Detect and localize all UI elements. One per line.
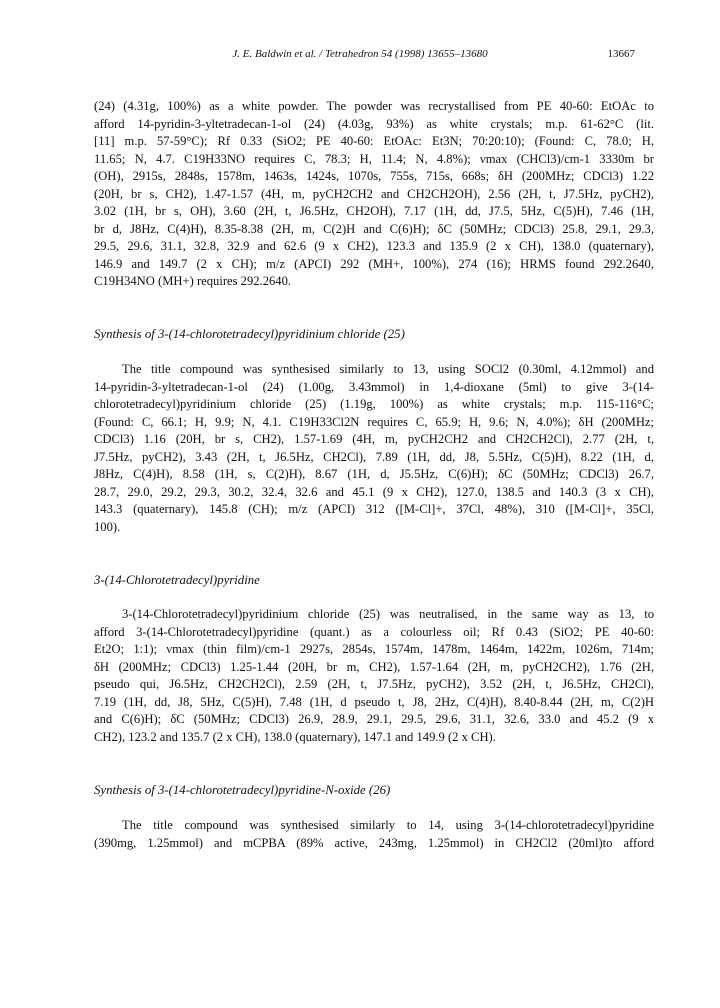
- text-line: Et2O; 1:1); νmax (thin film)/cm-1 2927s, 2854s, 1574m, 1478m, 1464m, 1422m, 1026m, 714m;: [94, 642, 654, 656]
- section-heading-free-base: 3-(14-Chlorotetradecyl)pyridine: [94, 573, 260, 587]
- text-line: CH2), 123.2 and 135.7 (2 x CH), 138.0 (quaternary), 147.1 and 149.9 (2 x CH).: [94, 729, 496, 744]
- text-line: δH (200MHz; CDCl3) 1.25-1.44 (20H, br m, CH2), 1.57-1.64 (2H, m, pyCH2CH2), 1.76 (2H,: [94, 659, 654, 674]
- text-line: 7.19 (1H, dd, J8, 5Hz, C(5)H), 7.48 (1H, d pseudo t, J8, 2Hz, C(4)H), 8.40-8.44 (2H, m, C(2)H: [94, 694, 654, 709]
- text-line: afford 3-(14-Chlorotetradecyl)pyridine (quant.) as a colourless oil; Rf 0.43 (SiO2; PE 40-60:: [94, 624, 654, 639]
- text-line: The title compound was synthesised similarly to 13, using SOCl2 (0.30ml, 4.12mmol) and: [122, 362, 654, 376]
- text-line: (20H, br s, CH2), 1.47-1.57 (4H, m, pyCH2CH2 and CH2CH2OH), 2.56 (2H, t, J7.5Hz, pyCH2),: [94, 186, 654, 201]
- page-number: 13667: [607, 48, 635, 60]
- text-line: (24) (4.31g, 100%) as a white powder. The powder was recrystallised from PE 40-60: EtOAc to: [94, 99, 654, 113]
- text-line: J7.5Hz, pyCH2), 3.43 (2H, t, J6.5Hz, CH2Cl), 7.89 (1H, dd, J8, 5.5Hz, C(5)H), 8.22 (1H, d,: [94, 449, 654, 464]
- text-line: 11.65; N, 4.7. C19H33NO requires C, 78.3; H, 11.4; N, 4.8%); νmax (CHCl3)/cm-1 3330m br: [94, 151, 654, 166]
- text-line: and C(6)H); δC (50MHz; CDCl3) 26.9, 28.9, 29.1, 29.5, 29.6, 31.1, 32.6, 33.0 and 45.2 (9 x: [94, 712, 654, 726]
- text-line: br d, J8Hz, C(4)H), 8.35-8.38 (2H, m, C(2)H and C(6)H); δC (50MHz; CDCl3) 25.8, 29.1, 29.3,: [94, 221, 654, 236]
- text-line: 3.02 (1H, br s, OH), 3.60 (2H, t, J6.5Hz, CH2OH), 7.17 (1H, dd, J7.5, 5Hz, C(5)H), 7.46 (1H,: [94, 204, 654, 218]
- text-line: afford 14-pyridin-3-yltetradecan-1-ol (24) (4.03g, 93%) as white crystals; m.p. 61-62°C (lit.: [94, 116, 654, 131]
- text-line: 29.5, 29.6, 31.1, 32.8, 32.9 and 62.6 (9 x CH2), 123.3 and 135.9 (2 x CH), 138.0 (quaternary),: [94, 239, 654, 253]
- text-line: pseudo qui, J6.5Hz, CH2CH2Cl), 2.59 (2H, t, J7.5Hz, pyCH2), 3.52 (2H, t, J6.5Hz, CH2Cl),: [94, 677, 654, 691]
- text-line: 143.3 (quaternary), 145.8 (CH); m/z (APCI) 312 ([M-Cl]+, 37Cl, 48%), 310 ([M-Cl]+, 35Cl,: [94, 502, 654, 516]
- text-line: [11] m.p. 57-59°C); Rf 0.33 (SiO2; PE 40-60: EtOAc: Et3N; 70:20:10); (Found: C, 78.0; H,: [94, 134, 654, 148]
- paragraph-compound-24: [94, 98, 654, 291]
- text-line: C19H34NO (MH+) requires 292.2640.: [94, 274, 292, 288]
- text-line: CDCl3) 1.16 (20H, br s, CH2), 1.57-1.69 (4H, m, pyCH2CH2 and CH2CH2Cl), 2.77 (2H, t,: [94, 432, 654, 446]
- paragraph-compound-25: [94, 361, 654, 536]
- section-heading-26: Synthesis of 3-(14-chlorotetradecyl)pyridine-N-oxide (26): [94, 783, 391, 797]
- text-line: (390mg, 1.25mmol) and mCPBA (89% active, 243mg, 1.25mmol) in CH2Cl2 (20ml)to afford: [94, 835, 654, 850]
- text-line: (OH), 2915s, 2848s, 1578m, 1463s, 1424s, 1070s, 755s, 715s, 668s; δH (200MHz; CDCl3) 1.22: [94, 169, 654, 183]
- section-heading-25: Synthesis of 3-(14-chlorotetradecyl)pyridinium chloride (25): [94, 327, 405, 341]
- paragraph-compound-26: [94, 817, 654, 852]
- running-header: J. E. Baldwin et al. / Tetrahedron 54 (1998) 13655–13680: [232, 48, 488, 60]
- text-line: 28.7, 29.0, 29.2, 29.3, 30.2, 32.4, 32.6 and 45.1 (9 x CH2), 127.0, 138.5 and 140.3 (3 x CH),: [94, 484, 654, 499]
- text-line: The title compound was synthesised similarly to 14, using 3-(14-chlorotetradecyl)pyridine: [122, 818, 654, 832]
- paragraph-free-base: [94, 606, 654, 746]
- text-line: 146.9 and 149.7 (2 x CH); m/z (APCI) 292 (MH+, 100%), 274 (16); HRMS found 292.2640,: [94, 256, 654, 271]
- text-line: 14-pyridin-3-yltetradecan-1-ol (24) (1.00g, 3.43mmol) in 1,4-dioxane (5ml) to give 3-(14-: [94, 379, 654, 394]
- text-line: J8Hz, C(4)H), 8.58 (1H, s, C(2)H), 8.67 (1H, d, J5.5Hz, C(6)H); δC (50MHz; CDCl3) 26.7,: [94, 467, 654, 481]
- text-line: chlorotetradecyl)pyridinium chloride (25) (1.19g, 100%) as white crystals; m.p. 115-116°C;: [94, 397, 654, 411]
- text-line: 100).: [94, 519, 121, 534]
- text-line: (Found: C, 66.1; H, 9.9; N, 4.1. C19H33Cl2N requires C, 65.9; H, 9.6; N, 4.0%); δH (200MHz;: [94, 414, 654, 429]
- text-line: 3-(14-Chlorotetradecyl)pyridinium chloride (25) was neutralised, in the same way as 13, to: [122, 607, 654, 621]
